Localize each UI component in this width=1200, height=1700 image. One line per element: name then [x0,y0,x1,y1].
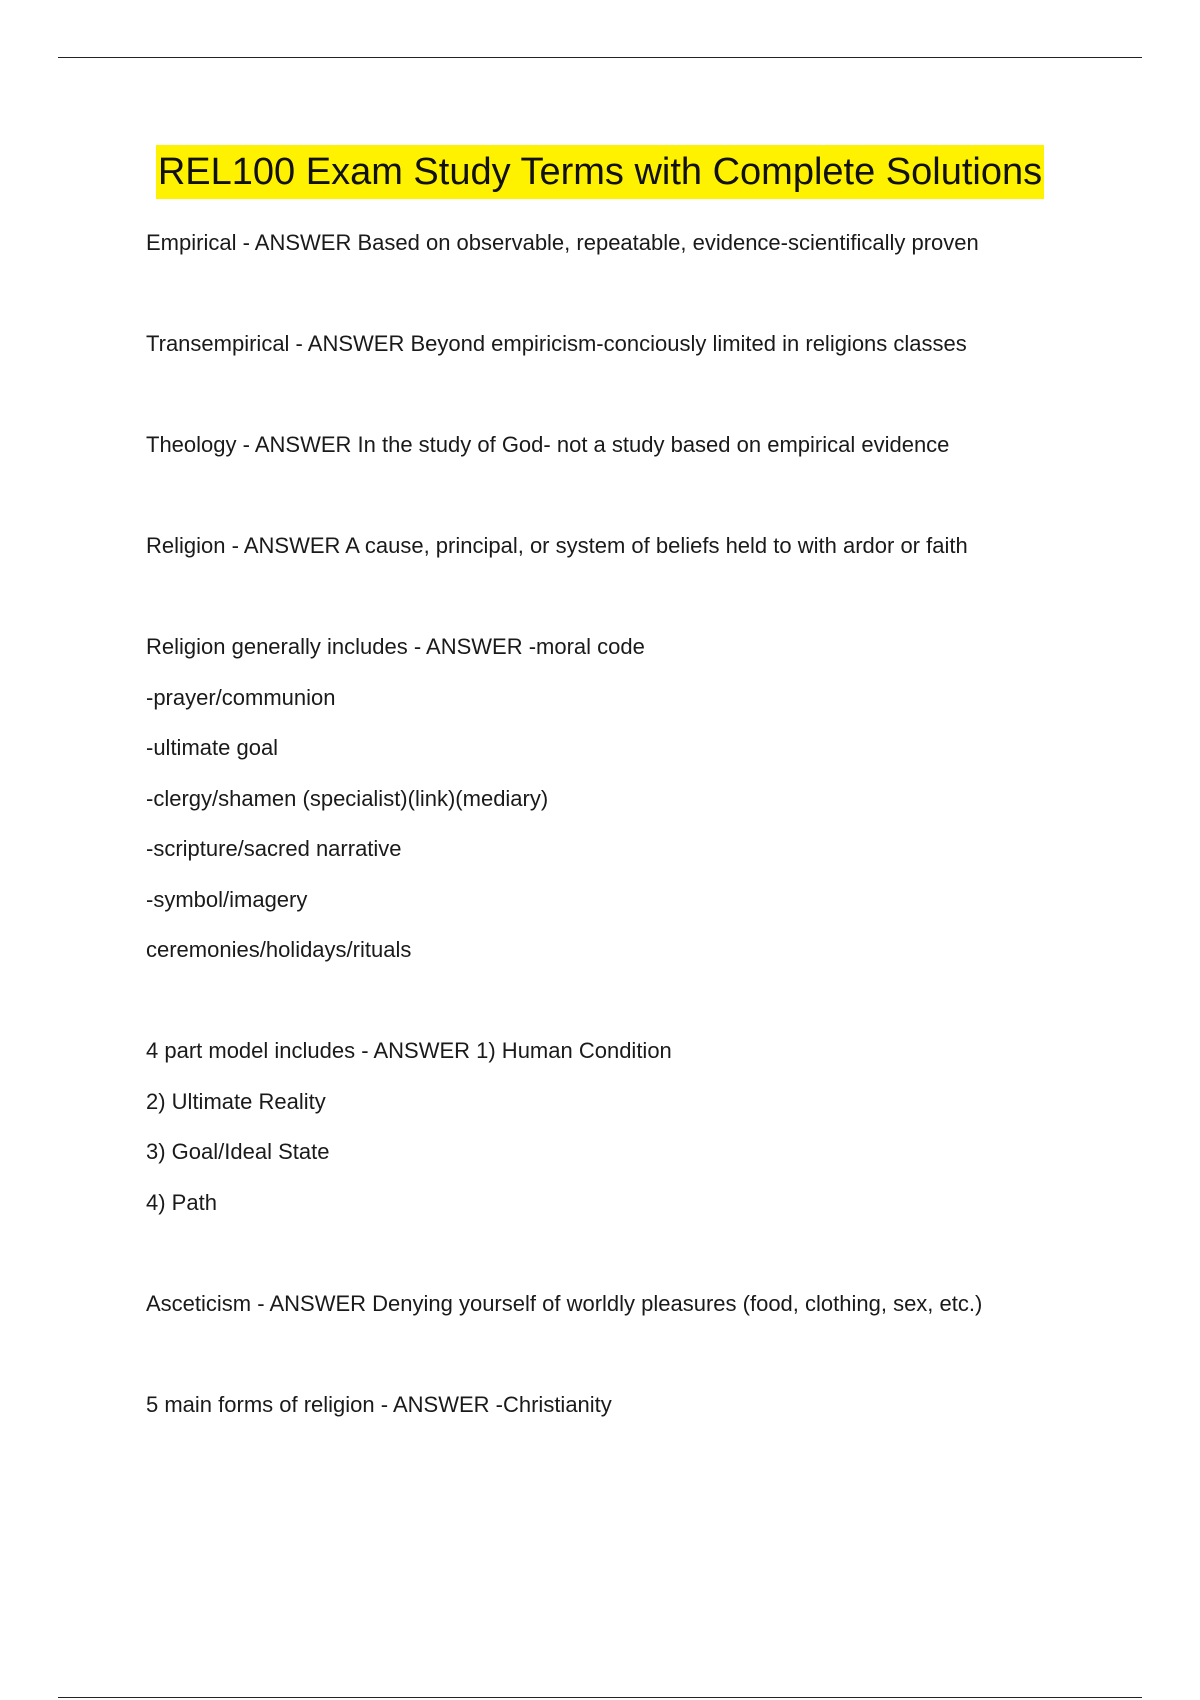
list-item: -ultimate goal [146,735,279,760]
list-item: 4) Path [146,1189,217,1215]
list-item: -prayer/communion [146,684,336,710]
list-item: ceremonies/holidays/rituals [146,937,412,962]
term-religion: Religion - ANSWER A cause, principal, or system of beliefs held to with ardor or faith [146,533,968,558]
spacer [146,1329,1106,1380]
list-item: -scripture/sacred narrative [146,836,402,861]
page-title: REL100 Exam Study Terms with Complete Solutions [156,145,1044,199]
term-five-forms: 5 main forms of religion - ANSWER -Christianity [146,1391,612,1417]
spacer [146,1228,1106,1279]
term-religion-includes: Religion generally includes - ANSWER -moral code [146,634,645,659]
spacer [146,370,1106,421]
term-theology: Theology - ANSWER In the study of God- not a study based on empirical evidence [146,432,950,457]
title-container [0,145,1200,199]
spacer [146,976,1106,1027]
term-transempirical: Transempirical - ANSWER Beyond empiricism-conciously limited in religions classes [146,331,967,356]
list-item: 2) Ultimate Reality [146,1088,326,1114]
study-terms-list [146,218,1106,1430]
top-rule [58,57,1142,58]
term-empirical: Empirical - ANSWER Based on observable, repeatable, evidence-scientifically proven [146,230,979,255]
spacer [146,269,1106,320]
list-item: 3) Goal/Ideal State [146,1139,330,1164]
bottom-rule [58,1697,1142,1698]
spacer [146,471,1106,522]
term-four-part-model: 4 part model includes - ANSWER 1) Human Condition [146,1038,672,1063]
term-asceticism: Asceticism - ANSWER Denying yourself of worldly pleasures (food, clothing, sex, etc.) [146,1290,983,1316]
list-item: -symbol/imagery [146,886,308,912]
list-item: -clergy/shamen (specialist)(link)(mediary) [146,785,549,811]
spacer [146,572,1106,623]
